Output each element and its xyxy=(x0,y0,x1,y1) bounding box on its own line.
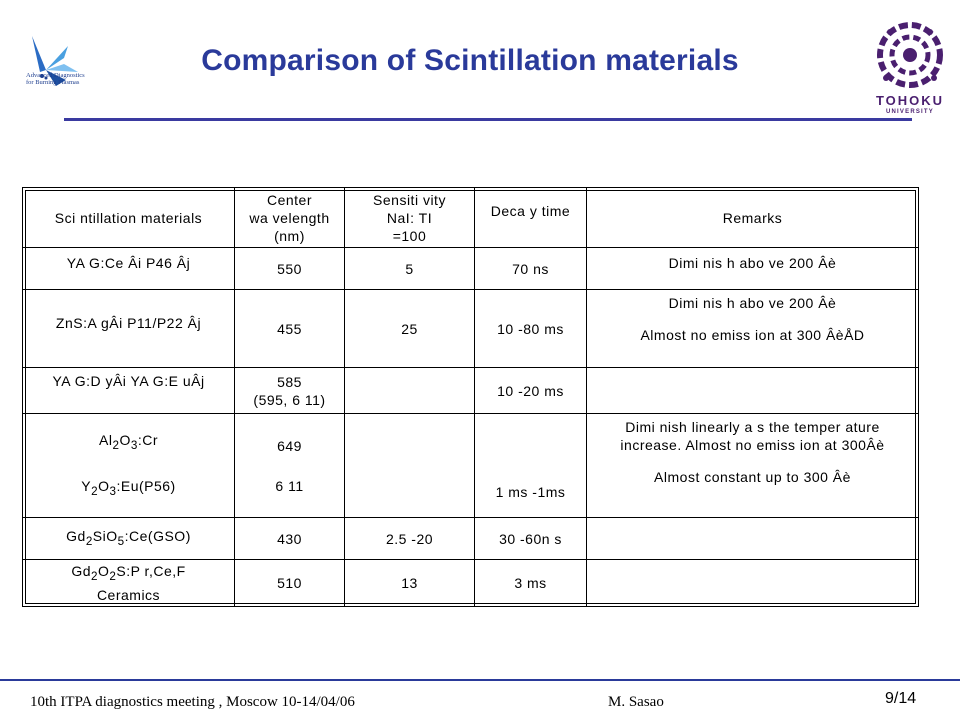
table-row: ZnS:A gÂi P11/P22 Âj 455 25 10 -80 ms Dimi nis h abo ve 200 Âè Almost no emiss ion at 300 ÂèÅD xyxy=(23,290,919,368)
logo-left-caption: Advanced Diagnostics for Burning Plasmas xyxy=(26,72,85,86)
university-wordmark: UNIVERSITY xyxy=(885,109,934,115)
title-divider xyxy=(64,118,912,121)
scintillation-comparison-table xyxy=(22,187,919,607)
footer-divider xyxy=(0,679,960,681)
table-row: YA G:Ce Âi P46 Âj 550 5 70 ns Dimi nis h abo ve 200 Âè xyxy=(23,248,919,290)
table-row: $Gd_2SiO_5:Ce(GSO)$ 430 2.5 -20 30 -60n s xyxy=(23,518,919,560)
slide-title: Comparison of Scintillation materials xyxy=(201,44,739,77)
table-header-row xyxy=(23,188,919,248)
footer-meeting: 10th ITPA diagnostics meeting , Moscow 10-14/04/06 xyxy=(30,694,355,710)
header-sensitivity: Sensiti vity NaI: TI =100 xyxy=(345,188,475,248)
al2o3-material: $Al_2O_3:Cr$ xyxy=(99,431,158,452)
tohoku-wordmark: TOHOKU xyxy=(875,93,945,108)
header-remarks: Remarks xyxy=(587,188,919,248)
table-row: $Al_2O_3:Cr$ $Y_2O_3:Eu(P56)$ 649 6 11 1 ms -1ms Dimi nish linearly a s the temper ature increase. Almost no emiss ion at 300Âè Almost constant up to 300 Âè xyxy=(23,414,919,518)
table-row: YA G:D yÂi YA G:E uÂj 585 (595, 6 11) 10 -20 ms xyxy=(23,368,919,414)
gso-material: $Gd_2SiO_5:Ce(GSO)$ xyxy=(23,518,235,560)
footer-author: M. Sasao xyxy=(608,694,664,710)
tohoku-university-emblem-icon xyxy=(874,20,946,90)
table-row: $Gd_2O_2S:P$ r,Ce,F Ceramics 510 13 3 ms xyxy=(23,560,919,607)
advanced-diagnostics-logo-icon xyxy=(6,28,106,108)
header-material: Sci ntillation materials xyxy=(23,188,235,248)
header-wavelength: Center wa velength (nm) xyxy=(235,188,345,248)
page-number: 9/14 xyxy=(885,690,917,707)
header-decay: Deca y time xyxy=(475,188,587,248)
gos-material: $Gd_2O_2S:P$ r,Ce,F Ceramics xyxy=(23,560,235,607)
y2o3-material: $Y_2O_3:Eu(P56)$ xyxy=(81,477,176,498)
